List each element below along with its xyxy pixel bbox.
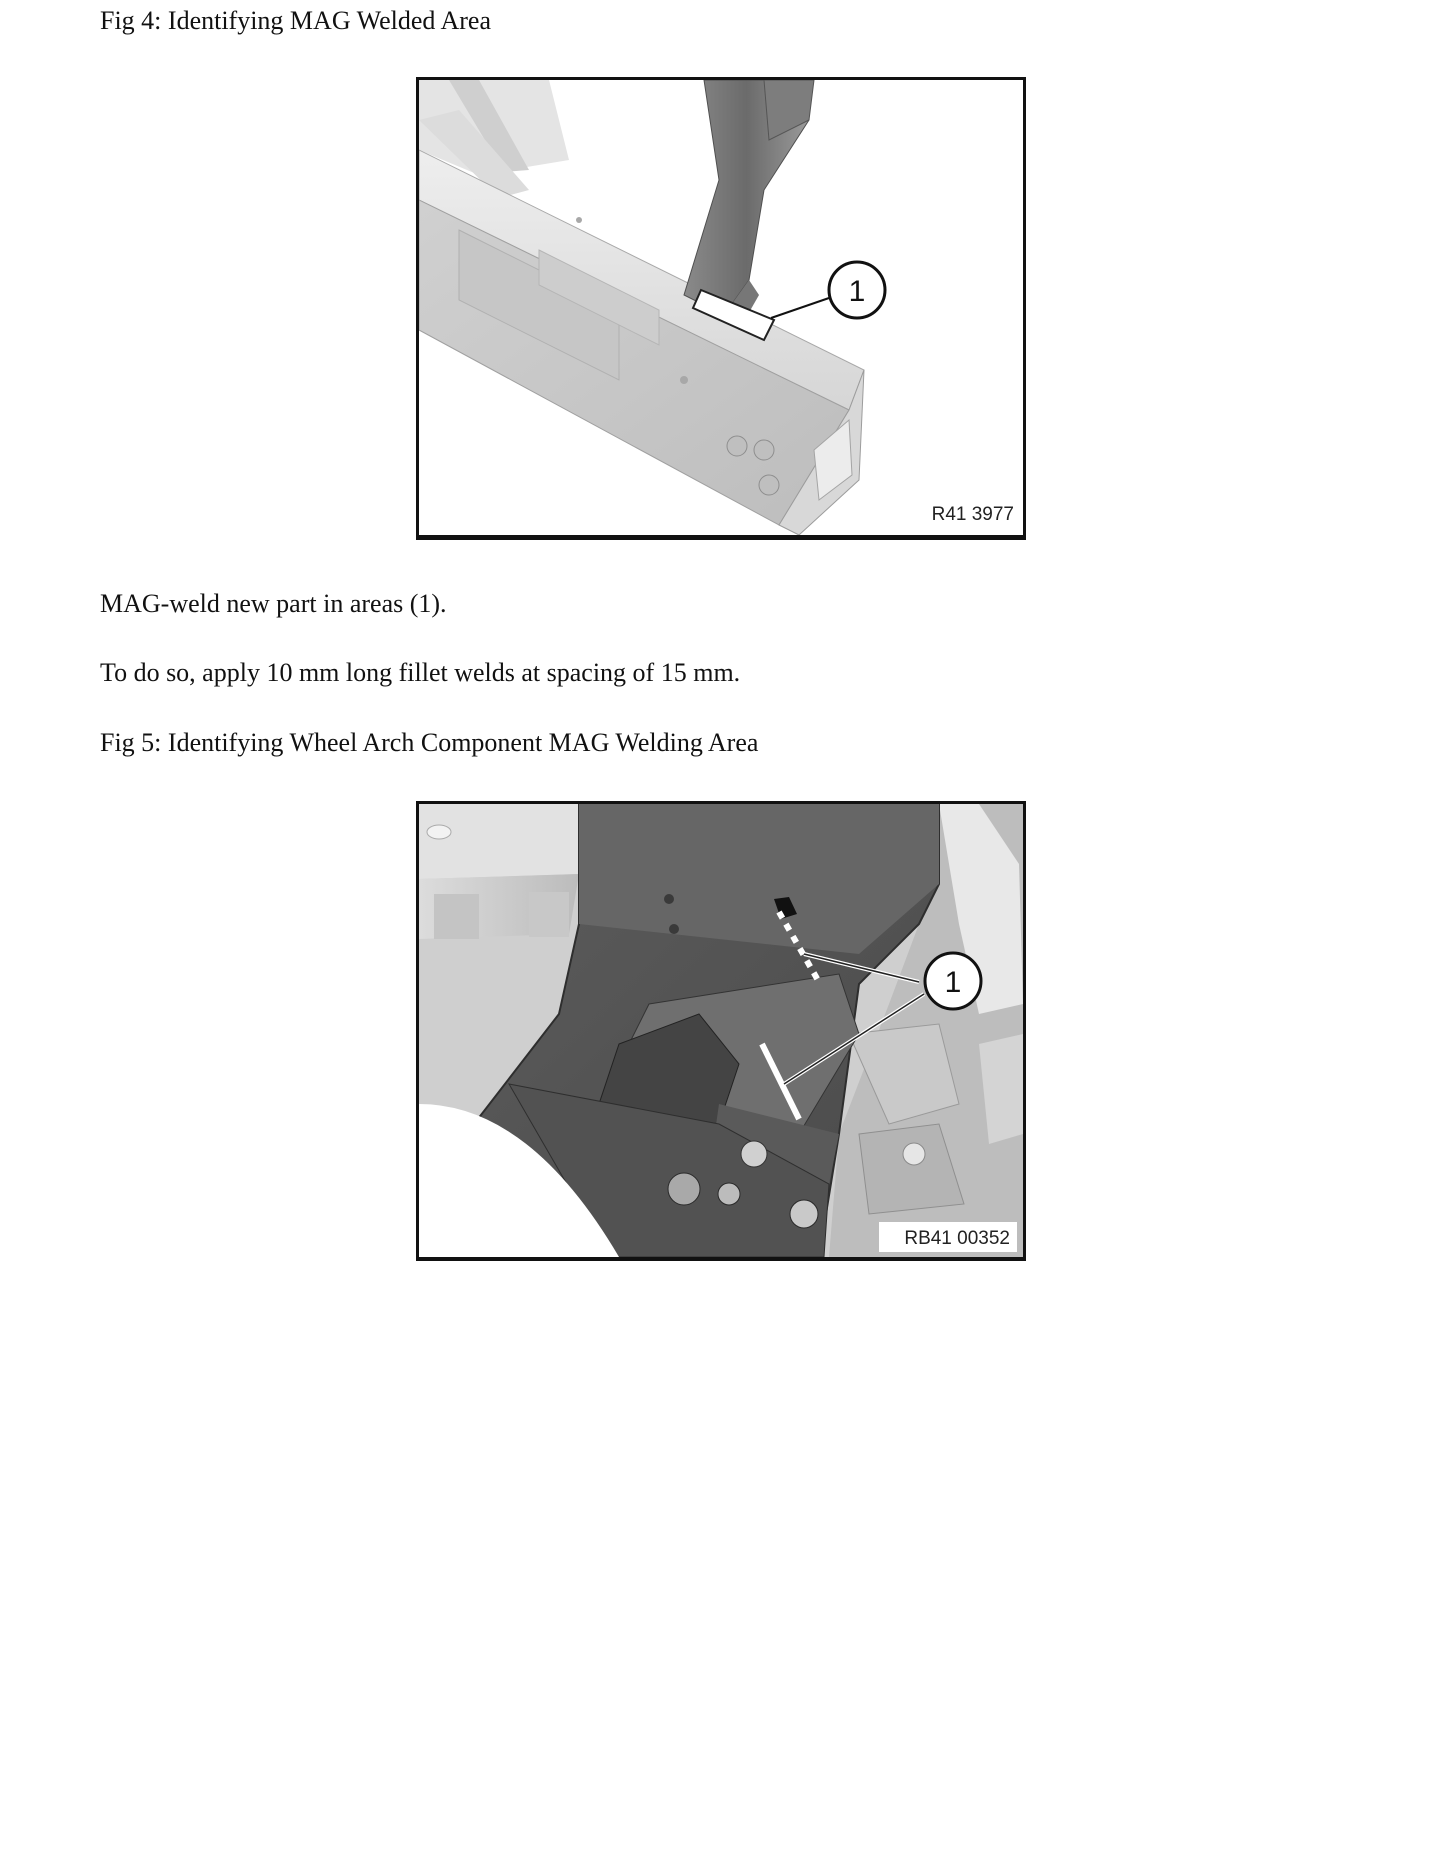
fig4-image [416, 77, 1026, 540]
fig4-reference-code: R41 3977 [931, 504, 1014, 525]
fig4-illustration [419, 80, 1023, 535]
fig4-caption: Fig 4: Identifying MAG Welded Area [100, 6, 491, 35]
paragraph-weld-instruction: MAG-weld new part in areas (1). [100, 589, 447, 618]
fig5-image [416, 801, 1026, 1261]
fig5-callout-number: 1 [944, 966, 962, 999]
fig4-callout-number: 1 [848, 275, 866, 308]
paragraph-weld-spacing: To do so, apply 10 mm long fillet welds at spacing of 15 mm. [100, 658, 741, 687]
fig5-illustration [419, 804, 1023, 1257]
fig5-reference-code: RB41 00352 [904, 1228, 1010, 1249]
fig5-caption: Fig 5: Identifying Wheel Arch Component MAG Welding Area [100, 728, 759, 757]
